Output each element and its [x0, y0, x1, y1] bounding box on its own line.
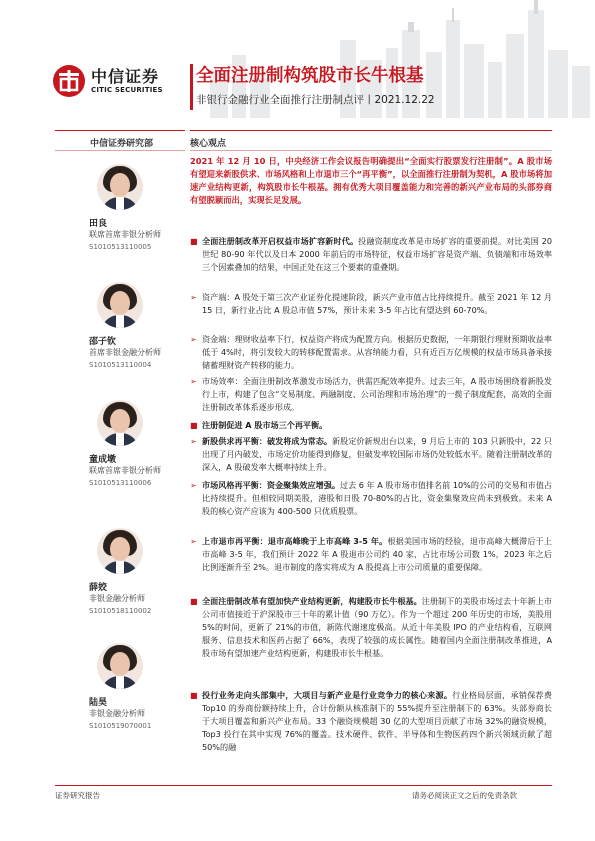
sub-point-paragraph	[190, 375, 552, 414]
main-title-rule	[190, 150, 552, 151]
sub-point-paragraph	[190, 479, 552, 518]
point-heading: 投行业务走向头部集中，大项目与新产业是行业竞争力的核心来源。	[202, 690, 453, 700]
arrow-bullet-icon: ➢	[190, 293, 197, 302]
analyst-role: 联席首席非银分析师	[89, 466, 161, 475]
analyst-license-id: S1010513110005	[89, 243, 152, 251]
analyst-card	[55, 282, 185, 369]
sub-point-heading: 市场风格再平衡：资金聚集效应增强。	[202, 480, 340, 490]
analyst-card	[55, 528, 185, 615]
sub-point-paragraph	[190, 333, 552, 372]
citic-logo-icon	[52, 64, 86, 98]
analyst-license-id: S1010519070001	[89, 722, 152, 730]
avatar	[97, 164, 143, 210]
arrow-bullet-icon: ➢	[190, 377, 197, 386]
sub-point-text: 资产端：A 股处于第三次产业证券化提速阶段，新兴产业市值占比持续提升。截至 2021 年 12 月 15 日，新行业占比 A 股总市值 57%，预计未来 3-5 年占比有望达到 60-70%。	[202, 292, 552, 315]
point-text: 注册制下的美股市场过去十年新上市公司市值接近于沪深股市三十年的累计值（90 万亿）。作为一个超过 200 年历史的市场，美股用 5%的时间，更新了 21%的市值，新陈代谢速度极高。从近十年美股 IPO 的产业结构看，互联网服务、信息技术和医药占据了 66%，表现了较强的成长属性。随着国内全面注册制改革推进，A 股市场有望加速产业结构更新，构建股市长牛根基。	[202, 596, 552, 658]
sub-point-text: 资金端：理财收益率下行，权益资产将成为配置方向。根据历史数据，一年期银行理财预期收益率低于 4%时，将引发较大的转移配置需求。从容纳能力看，只有近百万亿规模的权益市场具备承接储蓄理财资产转移的能力。	[202, 334, 552, 370]
logo-english-name: CITIC SECURITIES	[91, 85, 163, 94]
title-accent-bar	[190, 64, 193, 110]
citic-logo	[52, 64, 163, 98]
analyst-license-id: S1010513110004	[89, 361, 152, 369]
analyst-role: 联席首席非银分析师	[89, 230, 161, 239]
sidebar-title-rule	[55, 150, 185, 151]
main-section-title: 核心观点	[190, 139, 227, 149]
sidebar-section-title: 中信证券研究部	[90, 139, 154, 149]
sub-point-text: 新股定价新规出台以来，9 月后上市的 103 只新股中，22 只出现了月内破发，市场定价功能得到修复，但破发率较国际市场仍处较低水平。随着注册制改革的深入，A 股破发率大概率持续上升。	[202, 436, 552, 472]
analyst-name: 薛姣	[89, 583, 108, 593]
point-paragraph	[190, 419, 552, 432]
sub-point-paragraph	[190, 435, 552, 474]
point-heading: 全面注册制改革开启权益市场扩容新时代。	[202, 236, 359, 246]
square-bullet-icon: ■	[190, 597, 198, 606]
report-header	[0, 0, 595, 120]
core-view-summary: 2021 年 12 月 10 日，中央经济工作会议报告明确提出“全面实行股票发行注册制”。A 股市场有望迎来新股供求、市场风格和上市退市三个“再平衡”，以全面推行注册制为契机，A 股市场将加速产业结构更新，构筑股市长牛根基。拥有优秀大项目覆盖能力和完善的新兴产业布局的头部券商有望脱颖而出，实现长足发展。	[190, 156, 552, 205]
sub-point-heading: 新股供求再平衡：破发将成为常态。	[202, 436, 332, 446]
analyst-role: 非银金融分析师	[89, 709, 145, 718]
avatar	[97, 282, 143, 328]
sidebar-top-rule	[55, 130, 185, 131]
analyst-role: 首席非银金融分析师	[89, 348, 161, 357]
footer-disclaimer: 请务必阅读正文之后的免责条款	[412, 791, 517, 800]
point-text: 行业格局层面，承销保荐费 Top10 的券商份额持续上升，合计份额从核准制下的 55%提升至注册制下的 63%。头部券商长于大项目覆盖和新兴产业布局。33 个融资规模超 30 亿的大型项目贡献了市场 32%的融资规模，Top3 投行在其中实现 76%的覆盖。技术硬件、软件、半导体和生物医药四个新兴领域贡献了超 50%的融	[202, 690, 552, 752]
logo-chinese-name: 中信证券	[91, 66, 160, 86]
avatar	[97, 528, 143, 574]
square-bullet-icon: ■	[190, 421, 198, 430]
analyst-name: 田良	[89, 219, 108, 229]
point-paragraph	[190, 235, 552, 274]
sub-point-text: 根据美国市场的经验，退市高峰大概滞后于上市高峰 3-5 年，我们预计 2022 年 A 股退市公司约 40 家，占比市场公司数 1%，2023 年之后比例逐渐升至 2%。退市制度的落实将成为 A 股提高上市公司质量的重要保障。	[202, 536, 552, 572]
arrow-bullet-icon: ➢	[190, 437, 197, 446]
analyst-license-id: S1010513110006	[89, 479, 152, 487]
point-paragraph	[190, 595, 552, 660]
arrow-bullet-icon: ➢	[190, 537, 197, 546]
main-top-rule	[190, 130, 552, 131]
report-subtitle: 非银行金融行业全面推行注册制点评丨2021.12.22	[196, 94, 435, 106]
analyst-role: 非银金融分析师	[89, 594, 145, 603]
analyst-card	[55, 643, 185, 730]
analyst-name: 陆昊	[89, 698, 108, 708]
footer-rule	[55, 785, 552, 786]
sub-point-paragraph	[190, 291, 552, 317]
arrow-bullet-icon: ➢	[190, 481, 197, 490]
avatar	[97, 400, 143, 446]
sub-point-text: 市场效率：全面注册制改革激发市场活力，供需匹配效率提升。过去三年，A 股市场围绕着新股发行上市，构建了包含“交易制度、两融制度、公司治理和市场治理”的一揽子制度配套，高效的全面注册制改革体系逐步形成。	[202, 376, 552, 412]
point-heading: 注册制促进 A 股市场三个再平衡。	[202, 420, 328, 430]
analyst-license-id: S1010518110002	[89, 607, 152, 615]
sub-point-paragraph	[190, 535, 552, 574]
square-bullet-icon: ■	[190, 237, 198, 246]
analyst-card	[55, 164, 185, 251]
footer-report-type: 证券研究报告	[55, 791, 100, 800]
point-paragraph	[190, 689, 552, 754]
arrow-bullet-icon: ➢	[190, 335, 197, 344]
sub-point-heading: 上市退市再平衡：退市高峰晚于上市高峰 3-5 年。	[202, 536, 388, 546]
analyst-name: 邵子钦	[89, 337, 117, 347]
analyst-card	[55, 400, 185, 487]
sub-point-text: 过去 6 年 A 股市场市值排名前 10%的公司的交易和市值占比持续提升。但相较同期美股，港股和日股 70-80%的占比，资金集聚效应尚未到极致。未来 A 股的核心资产应该为 400-500 只优质股票。	[202, 480, 552, 516]
square-bullet-icon: ■	[190, 691, 198, 700]
point-text: 投融资制度改革是市场扩容的重要前提。对比美国 20 世纪 80-90 年代以及日本 2000 年前后的市场特征，权益市场扩容是资产端、负债端和市场效率三个因素叠加的结果，中国正处在这三个要素的重叠期。	[202, 236, 552, 272]
report-title: 全面注册制构筑股市长牛根基	[196, 66, 424, 86]
analyst-name: 童成墩	[89, 455, 117, 465]
point-heading: 全面注册制改革有望加快产业结构更新，构建股市长牛根基。	[202, 596, 422, 606]
avatar	[97, 643, 143, 689]
